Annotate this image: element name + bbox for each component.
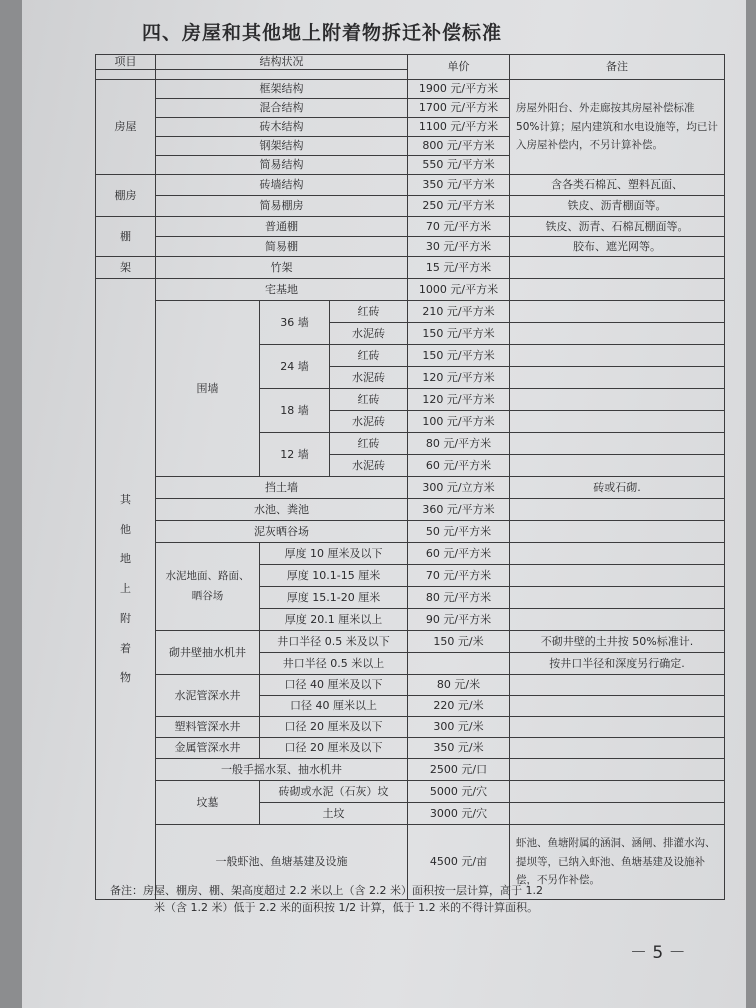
- price-cell: 70 元/平方米: [408, 565, 510, 587]
- brick-type: 红砖: [330, 433, 408, 455]
- note-cell: [510, 565, 725, 587]
- structure-cell: 一般虾池、鱼塘基建及设施: [156, 825, 408, 900]
- note-cell: [510, 323, 725, 345]
- page-number: － 5 －: [630, 943, 686, 963]
- price-cell: [408, 653, 510, 675]
- spec-cell: 厚度 15.1-20 厘米: [260, 587, 408, 609]
- price-cell: 60 元/平方米: [408, 543, 510, 565]
- structure-cell: 简易棚房: [156, 196, 408, 217]
- table-row: [96, 631, 725, 653]
- page-title: 四、房屋和其他地上附着物拆迁补偿标准: [142, 22, 503, 44]
- price-cell: 60 元/平方米: [408, 455, 510, 477]
- price-cell: 150 元/米: [408, 631, 510, 653]
- note-cell: 含各类石棉瓦、塑料瓦面、: [510, 175, 725, 196]
- footnote-line: 米（含 1.2 米）低于 2.2 米的面积按 1/2 计算，低于 1.2 米的不得计算面积。: [154, 901, 539, 914]
- price-cell: 300 元/米: [408, 717, 510, 738]
- note-cell: [510, 543, 725, 565]
- note-cell: [510, 411, 725, 433]
- table-row: [96, 521, 725, 543]
- structure-cell: 水池、粪池: [156, 499, 408, 521]
- spec-cell: 口径 40 厘米及以下: [260, 675, 408, 696]
- plastic-well-label: 塑料管深水井: [156, 717, 260, 738]
- well-pump-label: 砌井壁抽水机井: [156, 631, 260, 675]
- price-cell: 250 元/平方米: [408, 196, 510, 217]
- header-row: [96, 55, 725, 70]
- table-row: [96, 759, 725, 781]
- note-cell: [510, 738, 725, 759]
- price-cell: 5000 元/穴: [408, 781, 510, 803]
- price-cell: 90 元/平方米: [408, 609, 510, 631]
- spec-cell: 口径 20 厘米及以下: [260, 717, 408, 738]
- document-page: [22, 0, 746, 1008]
- table-row: [96, 196, 725, 217]
- note-cell: [510, 696, 725, 717]
- price-cell: 30 元/平方米: [408, 237, 510, 257]
- note-cell: [510, 433, 725, 455]
- price-cell: 150 元/平方米: [408, 323, 510, 345]
- brick-type: 水泥砖: [330, 367, 408, 389]
- ground-label: 水泥地面、路面、晒谷场: [156, 543, 260, 631]
- price-cell: 350 元/平方米: [408, 175, 510, 196]
- brick-type: 红砖: [330, 301, 408, 323]
- table-row: [96, 257, 725, 279]
- note-cell: [510, 279, 725, 301]
- table-row: [96, 301, 725, 323]
- header-item-cont: [96, 70, 156, 80]
- spec-cell: 井口半径 0.5 米以上: [260, 653, 408, 675]
- structure-cell: 泥灰晒谷场: [156, 521, 408, 543]
- price-cell: 70 元/平方米: [408, 217, 510, 237]
- header-price: 单价: [408, 55, 510, 80]
- spec-cell: 口径 40 厘米以上: [260, 696, 408, 717]
- price-cell: 4500 元/亩: [408, 825, 510, 900]
- price-cell: 1900 元/平方米: [408, 80, 510, 99]
- structure-cell: 简易结构: [156, 156, 408, 175]
- brick-type: 水泥砖: [330, 411, 408, 433]
- tomb-type: 土坟: [260, 803, 408, 825]
- note-cell: [510, 455, 725, 477]
- table-row: [96, 781, 725, 803]
- shrimp-note: 虾池、鱼塘附属的涵洞、涵闸、排灌水沟、提坝等，已纳入虾池、鱼塘基建及设施补偿，不另作补偿。: [510, 825, 725, 900]
- brick-type: 红砖: [330, 389, 408, 411]
- structure-cell: 混合结构: [156, 99, 408, 118]
- note-cell: [510, 587, 725, 609]
- wall-thick: 12 墙: [260, 433, 330, 477]
- table-row: [96, 543, 725, 565]
- structure-cell: 一般手摇水泵、抽水机井: [156, 759, 408, 781]
- price-cell: 150 元/平方米: [408, 345, 510, 367]
- note-cell: [510, 257, 725, 279]
- structure-cell: 挡土墙: [156, 477, 408, 499]
- price-cell: 220 元/米: [408, 696, 510, 717]
- price-cell: 1100 元/平方米: [408, 118, 510, 137]
- tomb-label: 坟墓: [156, 781, 260, 825]
- wall-label: 围墙: [156, 301, 260, 477]
- price-cell: 1000 元/平方米: [408, 279, 510, 301]
- house-note: 房屋外阳台、外走廊按其房屋补偿标准 50%计算；屋内建筑和水电设施等，均已计入房屋补偿内，不另计算补偿。: [510, 80, 725, 175]
- structure-cell: 砖木结构: [156, 118, 408, 137]
- structure-cell: 竹架: [156, 257, 408, 279]
- note-cell: 不砌井壁的土井按 50%标准计.: [510, 631, 725, 653]
- price-cell: 550 元/平方米: [408, 156, 510, 175]
- note-cell: 铁皮、沥青、石棉瓦棚面等。: [510, 217, 725, 237]
- structure-cell: 宅基地: [156, 279, 408, 301]
- spec-cell: 井口半径 0.5 米及以下: [260, 631, 408, 653]
- note-cell: [510, 717, 725, 738]
- note-cell: [510, 499, 725, 521]
- price-cell: 350 元/米: [408, 738, 510, 759]
- footnote-line: 备注：房屋、棚房、棚、架高度超过 2.2 米以上（含 2.2 米）面积按一层计算，高于 1.2: [110, 884, 543, 897]
- structure-cell: 砖墙结构: [156, 175, 408, 196]
- brick-type: 红砖: [330, 345, 408, 367]
- note-cell: [510, 609, 725, 631]
- note-cell: [510, 781, 725, 803]
- wall-thick: 24 墙: [260, 345, 330, 389]
- header-structure-cont: [156, 70, 408, 80]
- table-row: [96, 717, 725, 738]
- price-cell: 300 元/立方米: [408, 477, 510, 499]
- tomb-type: 砖砌或水泥（石灰）坟: [260, 781, 408, 803]
- spec-cell: 厚度 20.1 厘米以上: [260, 609, 408, 631]
- note-cell: 铁皮、沥青棚面等。: [510, 196, 725, 217]
- note-cell: 按井口半径和深度另行确定.: [510, 653, 725, 675]
- table-row: [96, 279, 725, 301]
- table-row: [96, 499, 725, 521]
- price-cell: 2500 元/口: [408, 759, 510, 781]
- price-cell: 80 元/平方米: [408, 433, 510, 455]
- price-cell: 800 元/平方米: [408, 137, 510, 156]
- structure-cell: 钢架结构: [156, 137, 408, 156]
- price-cell: 360 元/平方米: [408, 499, 510, 521]
- table-row: [96, 175, 725, 196]
- structure-cell: 框架结构: [156, 80, 408, 99]
- spec-cell: 厚度 10.1-15 厘米: [260, 565, 408, 587]
- price-cell: 210 元/平方米: [408, 301, 510, 323]
- header-structure: 结构状况: [156, 55, 408, 70]
- table-row: [96, 237, 725, 257]
- price-cell: 15 元/平方米: [408, 257, 510, 279]
- table-row: [96, 217, 725, 237]
- canopy-label: 棚: [96, 217, 156, 257]
- note-cell: [510, 803, 725, 825]
- note-cell: [510, 345, 725, 367]
- other-label: 其 他 地 上 附 着 物: [96, 279, 156, 900]
- note-cell: [510, 301, 725, 323]
- header-note: 备注: [510, 55, 725, 80]
- structure-cell: 简易棚: [156, 237, 408, 257]
- house-label: 房屋: [96, 80, 156, 175]
- spec-cell: 口径 20 厘米及以下: [260, 738, 408, 759]
- price-cell: 80 元/米: [408, 675, 510, 696]
- note-cell: 砖或石砌.: [510, 477, 725, 499]
- brick-type: 水泥砖: [330, 455, 408, 477]
- table-row: [96, 80, 725, 99]
- wall-thick: 36 墙: [260, 301, 330, 345]
- header-item: 项目: [96, 55, 156, 70]
- frame-label: 架: [96, 257, 156, 279]
- metal-well-label: 金属管深水井: [156, 738, 260, 759]
- structure-cell: 普通棚: [156, 217, 408, 237]
- table-row: [96, 675, 725, 696]
- note-cell: [510, 367, 725, 389]
- price-cell: 120 元/平方米: [408, 389, 510, 411]
- price-cell: 80 元/平方米: [408, 587, 510, 609]
- price-cell: 100 元/平方米: [408, 411, 510, 433]
- price-cell: 1700 元/平方米: [408, 99, 510, 118]
- wall-thick: 18 墙: [260, 389, 330, 433]
- price-cell: 50 元/平方米: [408, 521, 510, 543]
- spec-cell: 厚度 10 厘米及以下: [260, 543, 408, 565]
- note-cell: [510, 675, 725, 696]
- table-row: [96, 477, 725, 499]
- compensation-table: [95, 54, 725, 900]
- price-cell: 3000 元/穴: [408, 803, 510, 825]
- brick-type: 水泥砖: [330, 323, 408, 345]
- note-cell: [510, 389, 725, 411]
- cement-well-label: 水泥管深水井: [156, 675, 260, 717]
- table-row: [96, 738, 725, 759]
- note-cell: [510, 759, 725, 781]
- footnote: [110, 882, 730, 916]
- note-cell: 胶布、遮光网等。: [510, 237, 725, 257]
- shed-label: 棚房: [96, 175, 156, 217]
- price-cell: 120 元/平方米: [408, 367, 510, 389]
- note-cell: [510, 521, 725, 543]
